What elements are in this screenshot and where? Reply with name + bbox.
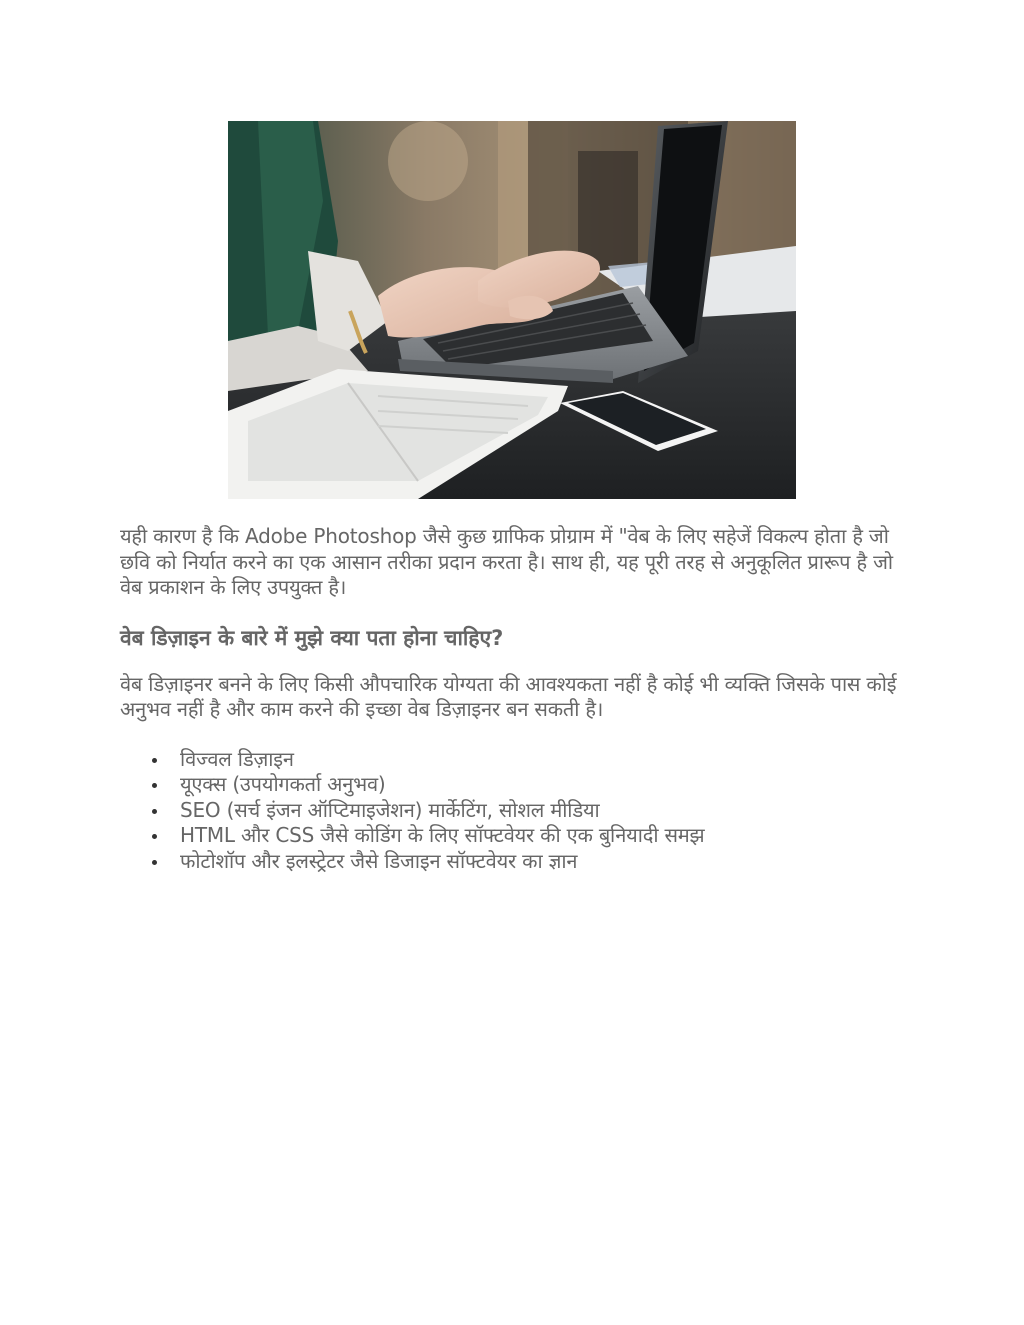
list-item-text: विज्वल डिज़ाइन [180,746,294,771]
list-item-text: फोटोशॉप और इलस्ट्रेटर जैसे डिजाइन सॉफ्टवेयर का ज्ञान [180,848,578,873]
list-item [180,823,910,849]
list-item-text: SEO (सर्च इंजन ऑप्टिमाइजेशन) मार्केटिंग, सोशल मीडिया [180,797,600,822]
list-item-text: HTML और CSS जैसे कोडिंग के लिए सॉफ्टवेयर की एक बुनियादी समझ [180,823,705,847]
bullet-icon [152,783,157,788]
bullet-icon [152,860,157,865]
section-heading: वेब डिज़ाइन के बारे में मुझे क्या पता होना चाहिए? [120,625,504,650]
intro-paragraph: यही कारण है कि Adobe Photoshop जैसे कुछ ग्राफिक प्रोग्राम में "वेब के लिए सहेजें विकल्प होता है जो छवि को निर्यात करने का एक आसान तरीका प्रदान करता है। साथ ही, यह पूरी तरह से अनुकूलित प्रारूप है जो वेब प्रकाशन के लिए उपयुक्त है। [120,524,893,599]
bullet-icon [152,809,157,814]
laptop-typing-photo [228,121,796,499]
article-content [120,524,910,874]
bullet-icon [152,834,157,839]
list-item [180,772,910,798]
list-item [180,849,910,875]
skills-list [120,747,910,875]
body-paragraph: वेब डिज़ाइनर बनने के लिए किसी औपचारिक योग्यता की आवश्यकता नहीं है कोई भी व्यक्ति जिसके पास कोई अनुभव नहीं है और काम करने की इच्छा वेब डिज़ाइनर बन सकती है। [120,671,897,721]
list-item-text: यूएक्स (उपयोगकर्ता अनुभव) [180,772,386,796]
list-item [180,798,910,824]
list-item [180,747,910,773]
bullet-icon [152,758,157,763]
